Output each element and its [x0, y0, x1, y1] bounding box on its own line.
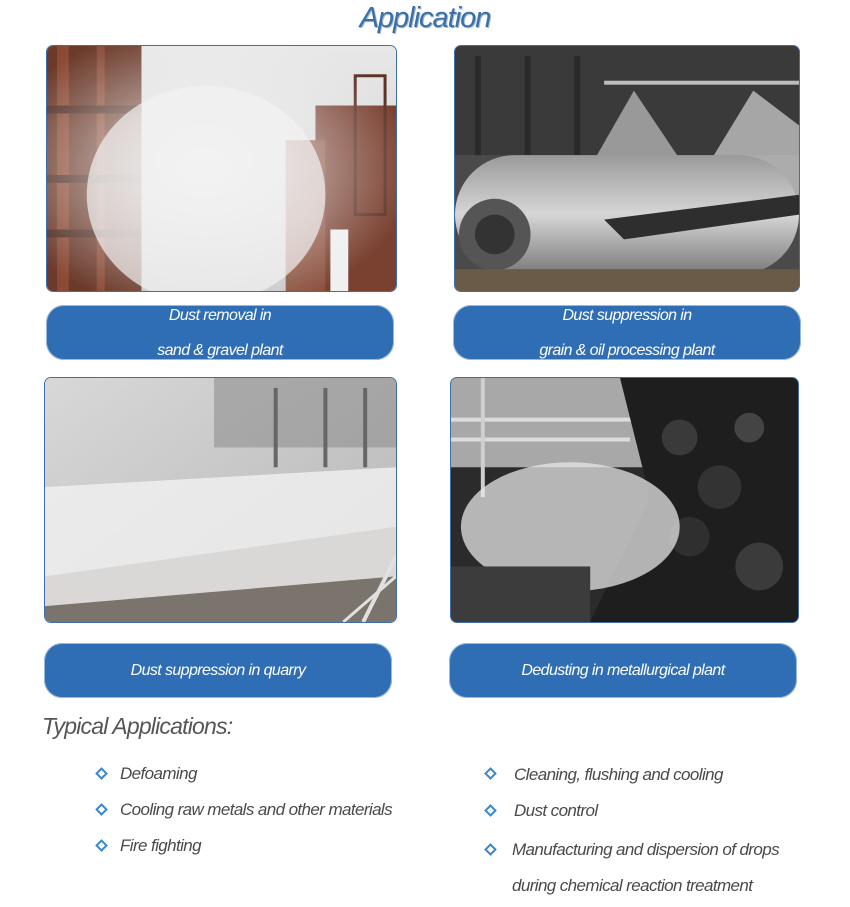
- diamond-icon: [95, 767, 108, 780]
- caption-line: sand & gravel plant: [157, 341, 283, 359]
- typical-item: Cooling raw metals and other materials: [120, 800, 393, 819]
- photo-grain-oil-plant: [454, 45, 800, 292]
- caption-metallurgical-plant: [449, 643, 797, 698]
- photo-sand-gravel-plant: [46, 45, 397, 292]
- typical-item: Cleaning, flushing and cooling: [514, 765, 723, 784]
- caption-line: Dust suppression in: [562, 306, 692, 324]
- caption-quarry: [44, 643, 392, 698]
- caption-line: Dust removal in: [168, 306, 272, 324]
- typical-applications-heading: Typical Applications:: [42, 713, 233, 739]
- page-title: Application: [359, 2, 491, 34]
- typical-item: Dust control: [514, 801, 598, 820]
- diamond-icon: [484, 767, 497, 780]
- photo-metallurgical-plant: [450, 377, 799, 623]
- caption-line: Dust suppression in quarry: [130, 661, 306, 679]
- typical-item: Defoaming: [120, 764, 197, 783]
- diamond-icon: [484, 804, 497, 817]
- caption-line: Dedusting in metallurgical plant: [521, 661, 725, 679]
- diamond-icon: [95, 839, 108, 852]
- typical-item: Manufacturing and dispersion of drops: [512, 840, 779, 859]
- diamond-icon: [484, 843, 497, 856]
- caption-grain-oil-plant: [453, 305, 801, 360]
- typical-item-continuation: during chemical reaction treatment: [512, 876, 753, 895]
- diamond-icon: [95, 803, 108, 816]
- typical-item: Fire fighting: [120, 836, 202, 855]
- photo-quarry: [44, 377, 397, 623]
- caption-sand-gravel-plant: [46, 305, 394, 360]
- caption-line: grain & oil processing plant: [539, 341, 715, 359]
